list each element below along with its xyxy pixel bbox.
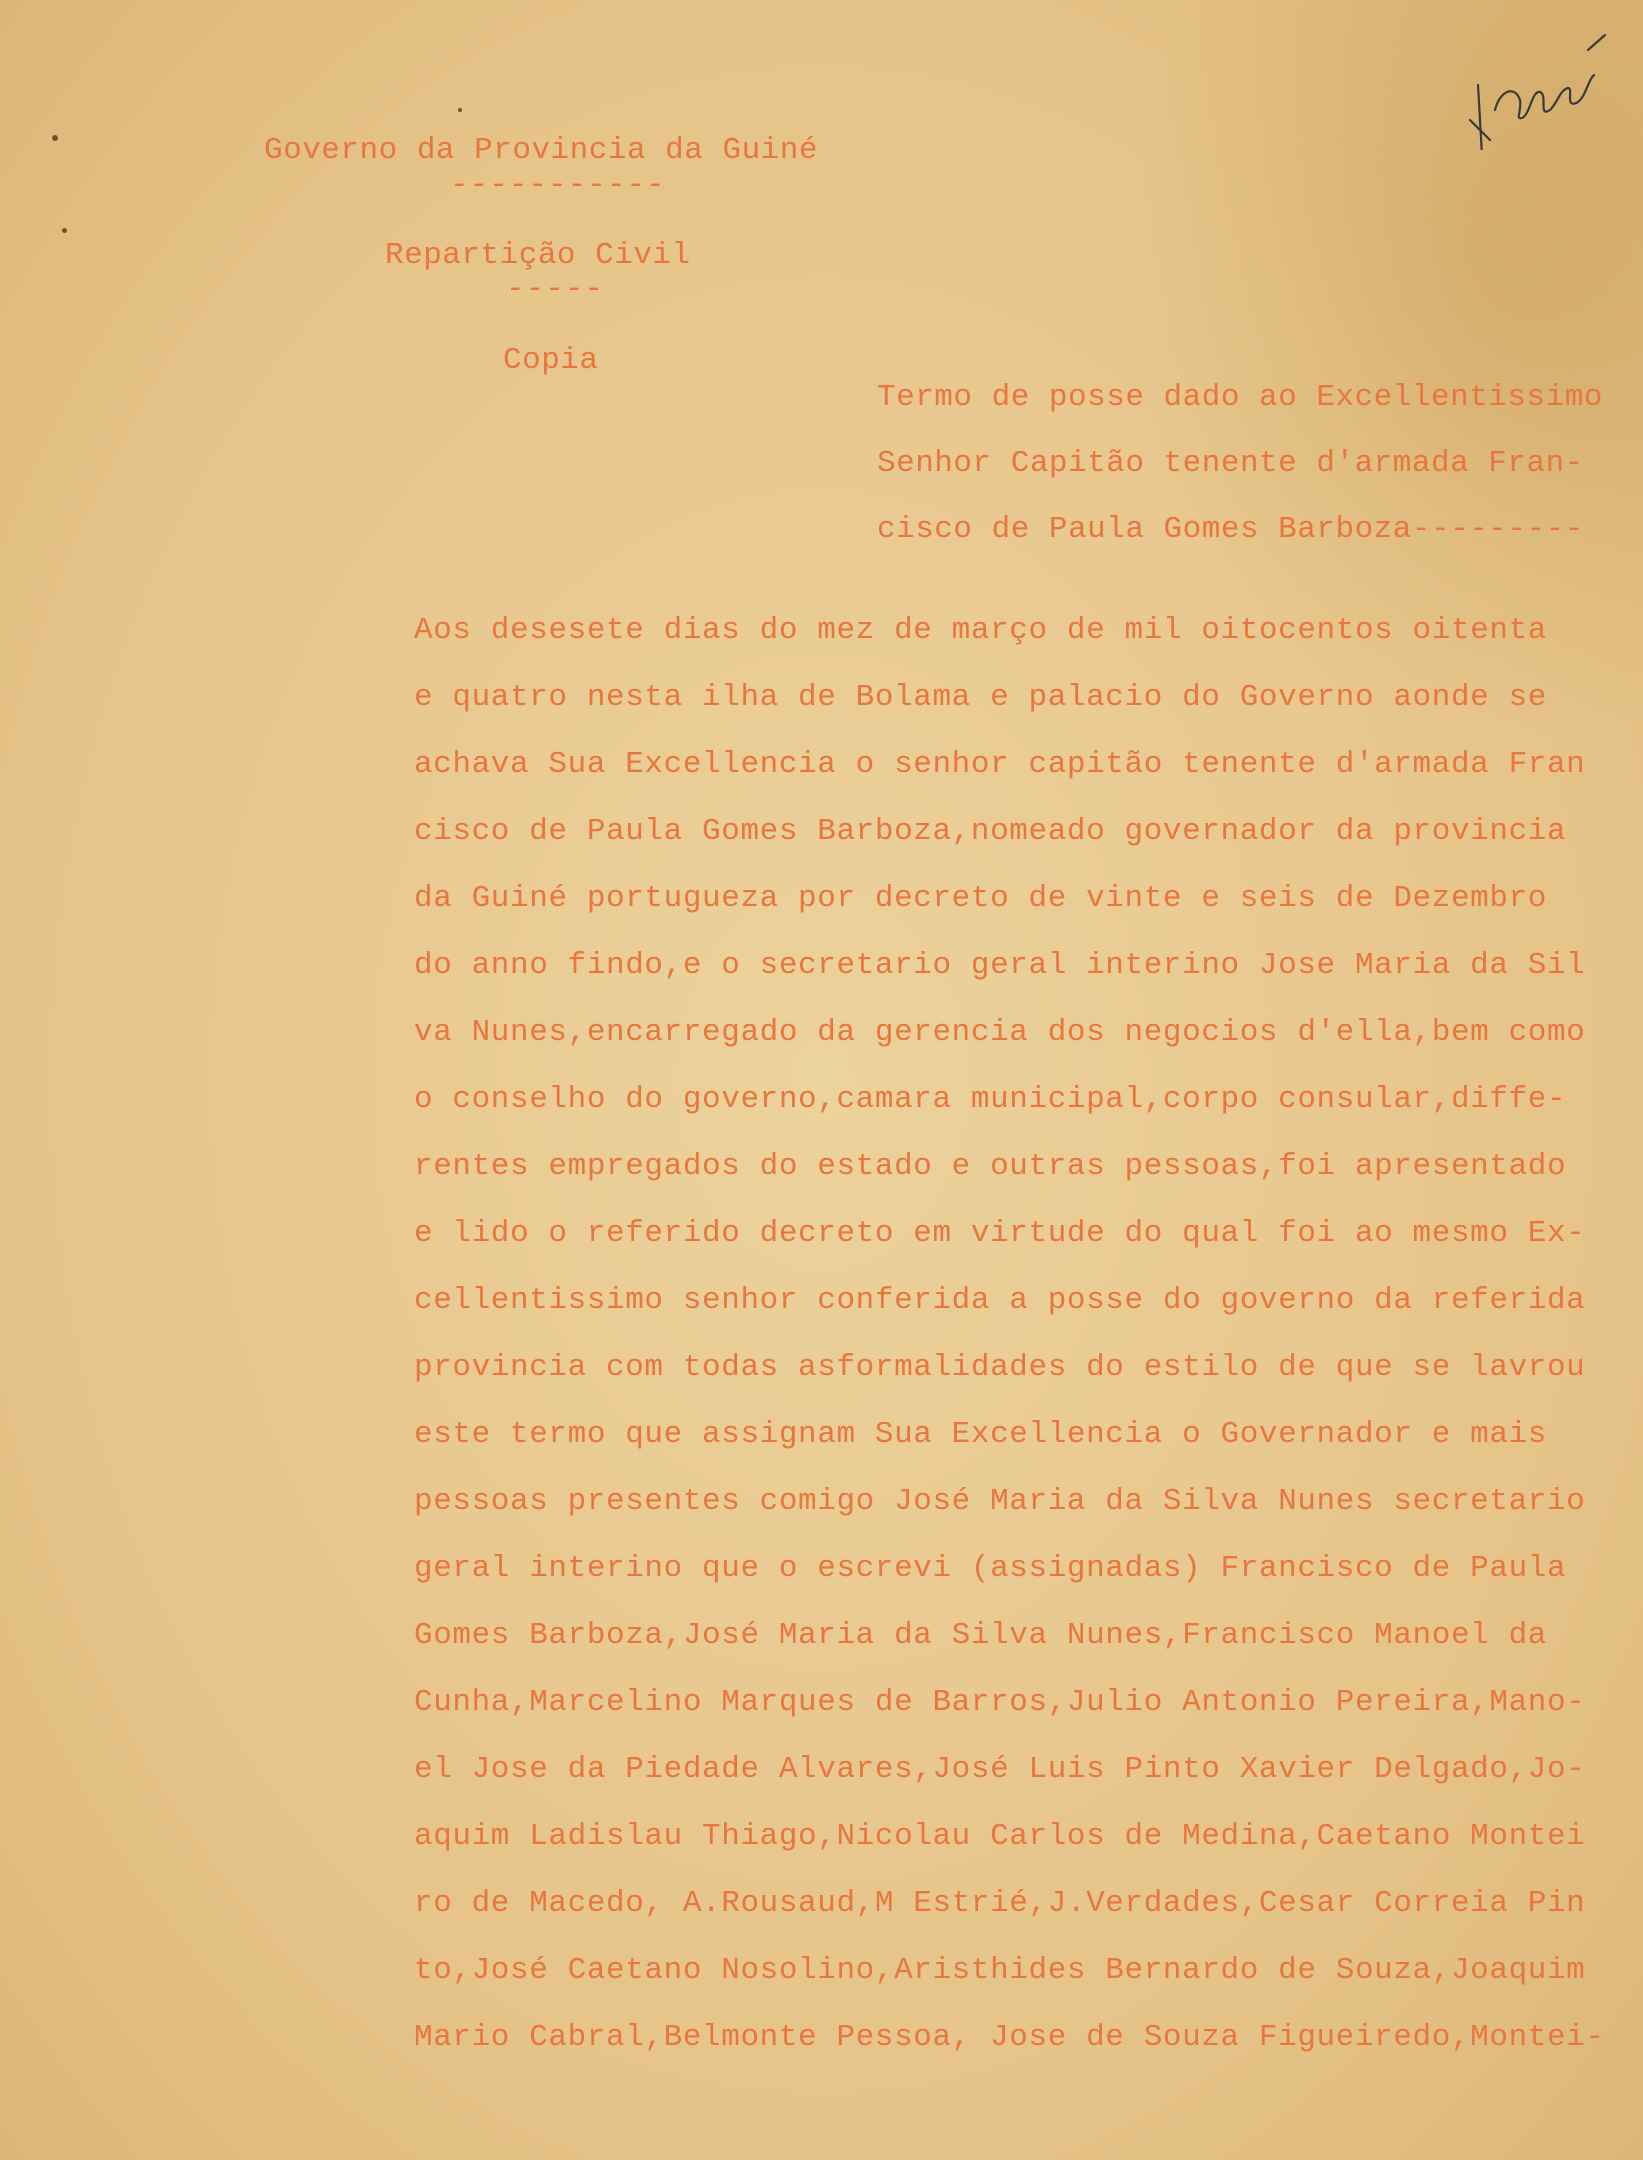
title-line: Termo de posse dado ao Excellentissimo [877, 380, 1603, 415]
department-heading-rule: ----- [506, 272, 605, 307]
government-heading: Governo da Provincia da Guiné [264, 133, 818, 168]
body-line: cisco de Paula Gomes Barboza,nomeado governador da provincia [414, 814, 1567, 849]
body-line: rentes empregados do estado e outras pessoas,foi apresentado [414, 1149, 1567, 1184]
government-heading-rule: ----------- [450, 168, 666, 203]
body-line: Aos desesete dias do mez de março de mil oitocentos oitenta [414, 613, 1547, 648]
body-line: provincia com todas asformalidades do estilo de que se lavrou [414, 1350, 1586, 1385]
department-heading: Repartição Civil [385, 238, 691, 273]
body-line: ro de Macedo, A.Rousaud,M Estrié,J.Verdades,Cesar Correia Pin [414, 1886, 1586, 1921]
body-line: Cunha,Marcelino Marques de Barros,Julio Antonio Pereira,Mano- [414, 1685, 1586, 1720]
bleed-through-text [340, 305, 358, 339]
body-line: da Guiné portugueza por decreto de vinte e seis de Dezembro [414, 881, 1547, 916]
paper-speck [458, 108, 462, 112]
body-line: este termo que assignam Sua Excellencia o Governador e mais [414, 1417, 1547, 1452]
body-line: geral interino que o escrevi (assignadas) Francisco de Paula [414, 1551, 1567, 1586]
paper-speck [62, 228, 67, 233]
body-line: e lido o referido decreto em virtude do qual foi ao mesmo Ex- [414, 1216, 1586, 1251]
pencil-signature [1460, 30, 1610, 150]
body-line: el Jose da Piedade Alvares,José Luis Pinto Xavier Delgado,Jo- [414, 1752, 1586, 1787]
body-line: Gomes Barboza,José Maria da Silva Nunes,Francisco Manoel da [414, 1618, 1547, 1653]
body-line: to,José Caetano Nosolino,Aristhides Bernardo de Souza,Joaquim [414, 1953, 1586, 1988]
body-line: do anno findo,e o secretario geral interino Jose Maria da Sil [414, 948, 1586, 983]
body-line: pessoas presentes comigo José Maria da Silva Nunes secretario [414, 1484, 1586, 1519]
body-line: achava Sua Excellencia o senhor capitão tenente d'armada Fran [414, 747, 1586, 782]
body-line: e quatro nesta ilha de Bolama e palacio do Governo aonde se [414, 680, 1547, 715]
paper-speck [52, 135, 58, 141]
body-line: o conselho do governo,camara municipal,corpo consular,diffe- [414, 1082, 1567, 1117]
copy-label: Copia [503, 343, 599, 378]
body-line: cellentissimo senhor conferida a posse do governo da referida [414, 1283, 1586, 1318]
body-line: Mario Cabral,Belmonte Pessoa, Jose de Souza Figueiredo,Montei- [414, 2020, 1605, 2055]
body-line: va Nunes,encarregado da gerencia dos negocios d'ella,bem como [414, 1015, 1586, 1050]
title-line: cisco de Paula Gomes Barboza--------- [877, 512, 1584, 547]
body-line: aquim Ladislau Thiago,Nicolau Carlos de Medina,Caetano Montei [414, 1819, 1586, 1854]
title-line: Senhor Capitão tenente d'armada Fran- [877, 446, 1584, 481]
